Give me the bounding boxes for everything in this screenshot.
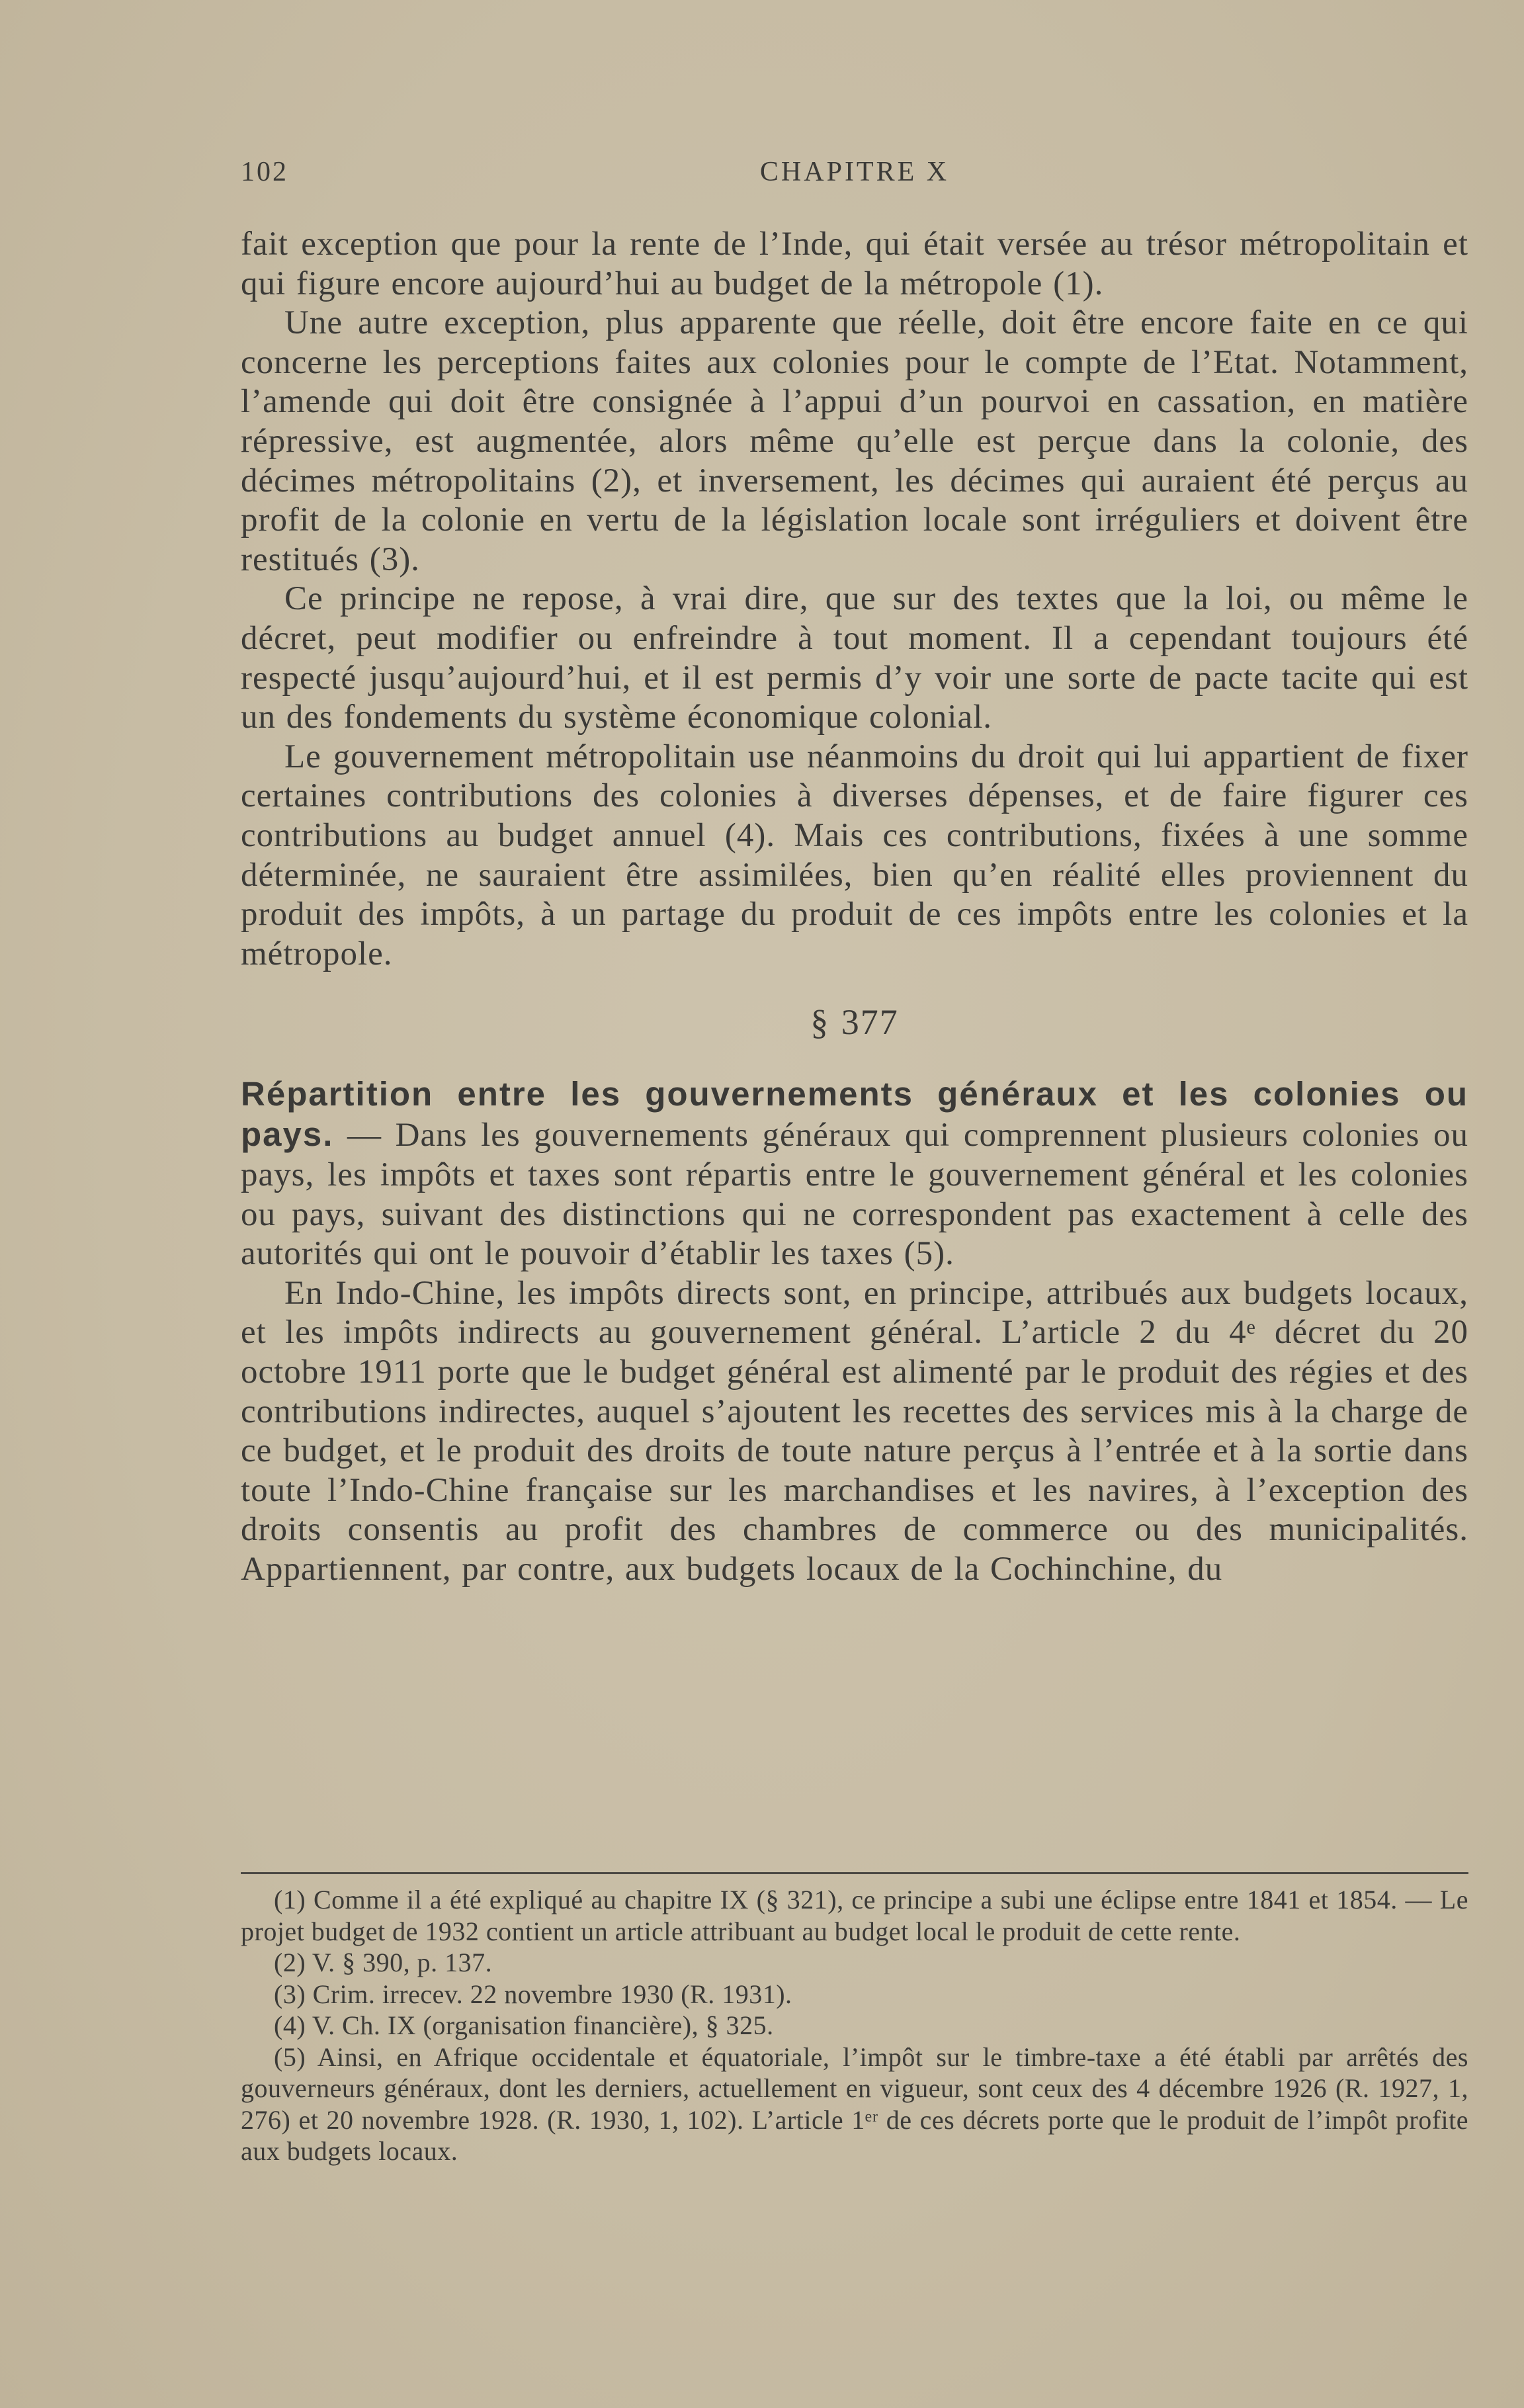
paragraph-principle: Ce principe ne repose, à vrai dire, que sur des textes que la loi, ou même le décret, peut modifier ou enfreindre à tout moment. Il a cependant toujours été respecté jusqu’aujourd’hui, et il est permis d’y voir une sorte de pacte tacite qui est un des fondements du système économique colonial. (241, 580, 1468, 736)
paragraph-indochine: En Indo-Chine, les impôts directs sont, en principe, attribués aux budgets locaux, et les impôts indirects au gouvernement général. L’article 2 du 4ᵉ décret du 20 octobre 1911 porte que le budget général est alimenté par le produit des régies et des contributions indirectes, auquel s’ajoutent les recettes des services mis à la charge de ce budget, et le produit des droits de toute nature perçus à l’entrée et à la sortie dans toute l’Indo-Chine française sur les marchandises et les navires, à l’exception des droits consentis au profit des chambres de commerce ou des municipalités. Appartiennent, par contre, aux budgets locaux de la Cochinchine, du (241, 1274, 1468, 1588)
paragraph-repartition (241, 1074, 1468, 1274)
footnote-divider (241, 1872, 1468, 1874)
paragraph-exception: Une autre exception, plus apparente que réelle, doit être encore faite en ce qui concerne les perceptions faites aux colonies pour le compte de l’Etat. Notamment, l’amende qui doit être consignée à l’appui d’un pourvoi en cassation, en matière répressive, est augmentée, alors même qu’elle est perçue dans la colonie, des décimes métropolitains (2), et inversement, les décimes qui auraient été perçus au profit de la colonie en vertu de la législation locale sont irréguliers et doivent être restitués (3). (241, 304, 1468, 578)
main-text (241, 225, 1468, 1590)
footnote-1: (1) Comme il a été expliqué au chapitre IX (§ 321), ce principe a subi une éclipse entre 1841 et 1854. — Le projet budget de 1932 contient un article attribuant au budget local le produit de cette rente. (241, 1885, 1468, 1946)
footnote-5: (5) Ainsi, en Afrique occidentale et équatoriale, l’impôt sur le timbre-taxe a été établi par arrêtés des gouverneurs généraux, dont les derniers, actuellement en vigueur, sont ceux des 4 décembre 1926 (R. 1927, 1, 276) et 20 novembre 1928. (R. 1930, 1, 102). L’article 1ᵉʳ de ces décrets porte que le produit de l’impôt profite aux budgets locaux. (241, 2042, 1468, 2166)
footnotes (241, 1884, 1468, 2167)
section-intro-text: — Dans les gouvernements généraux qui comprennent plusieurs colonies ou pays, les impôts et taxes sont répartis entre le gouvernement général et les colonies ou pays, suivant des distinctions qui ne correspondent pas exactement à celle des autorités qui ont le pouvoir d’établir les taxes (5). (241, 1117, 1468, 1273)
page-number: 102 (241, 157, 288, 187)
running-header (241, 156, 1468, 192)
section-number: § 377 (810, 1002, 899, 1043)
paragraph-contributions: Le gouvernement métropolitain use néanmoins du droit qui lui appartient de fixer certaines contributions des colonies à diverses dépenses, et de faire figurer ces contributions au budget annuel (4). Mais ces contributions, fixées à une somme déterminée, ne sauraient être assimilées, bien qu’en réalité elles proviennent du produit des impôts, à un partage du produit de ces impôts entre les colonies et la métropole. (241, 738, 1468, 972)
paragraph-continuation: fait exception que pour la rente de l’Inde, qui était versée au trésor métropolitain et qui figure encore aujourd’hui au budget de la métropole (1). (241, 226, 1468, 302)
footnote-3: (3) Crim. irrecev. 22 novembre 1930 (R. 1931). (274, 1979, 792, 2009)
footnote-2: (2) V. § 390, p. 137. (274, 1948, 493, 1977)
chapter-title: CHAPITRE X (759, 157, 950, 187)
section-title: Répartition entre les gouvernements généraux et les colonies ou pays. (241, 1074, 1468, 1154)
footnote-4: (4) V. Ch. IX (organisation financière), § 325. (274, 2010, 774, 2040)
